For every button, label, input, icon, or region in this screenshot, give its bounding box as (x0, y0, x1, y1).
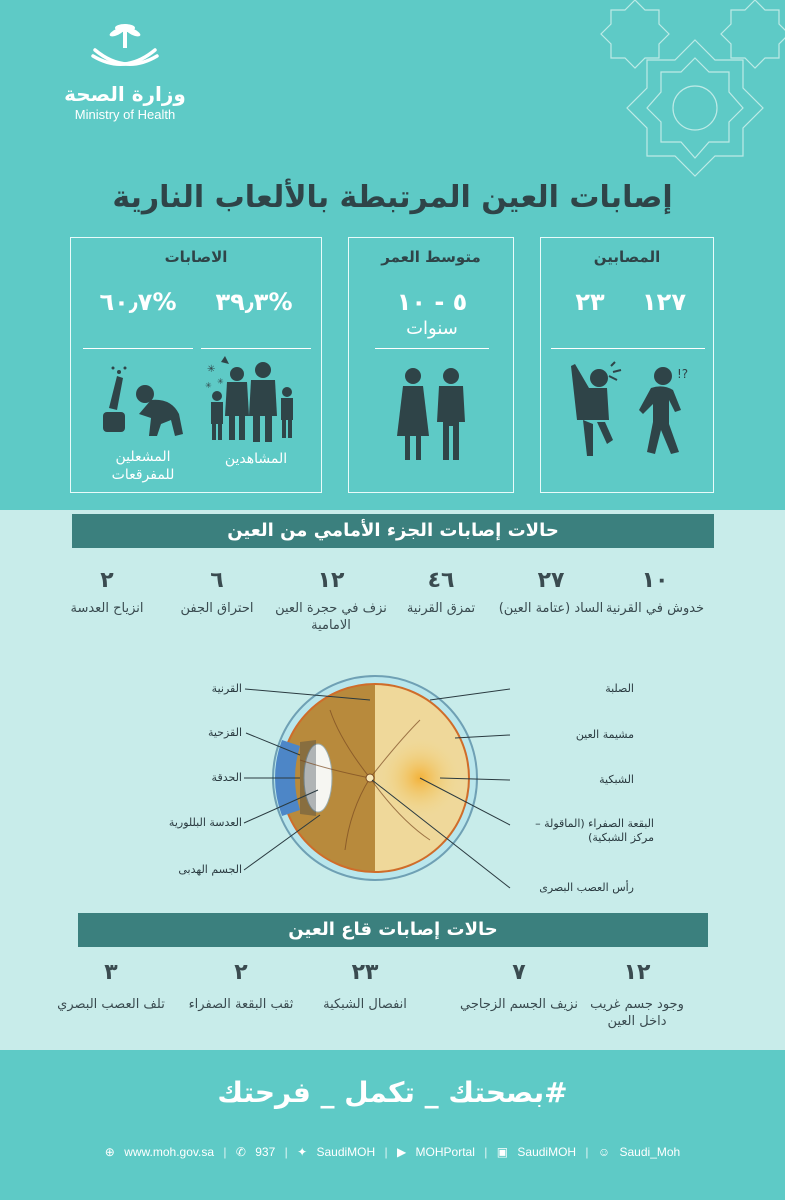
footer-divider: | (284, 1145, 288, 1159)
fundus-label-2: نزيف الجسم الزجاجي (460, 997, 578, 1012)
anterior-label-1: خدوش في القرنية (605, 601, 705, 616)
logo-english-text: Ministry of Health (74, 107, 176, 122)
spectators-divider (201, 348, 311, 349)
logo-arabic-text: وزارة الصحة (64, 82, 186, 106)
anterior-label-2: الساد (عتامة العين) (498, 601, 604, 616)
age-title: متوسط العمر (381, 248, 481, 266)
campaign-hashtag[interactable]: #بصحتك _ تكمل _ فرحتك (217, 1076, 568, 1109)
fundus-banner: حالات إصابات قاع العين (78, 913, 708, 947)
female-injured-figure-icon (563, 360, 627, 460)
age-divider (375, 348, 489, 349)
bottom-section (0, 1050, 785, 1200)
anterior-label-4: نزف في حجرة العين الامامية (275, 601, 387, 633)
svg-text:!?: !? (677, 367, 689, 381)
phone-number[interactable]: 937 (255, 1145, 276, 1159)
spectators-percentage: %٣٩٫٣ (215, 288, 293, 316)
injuries-box (70, 237, 322, 493)
age-range: ٥ - ١٠ (396, 288, 468, 316)
eye-label-macula: البقعة الصفراء (الماقولة – مركز الشبكية) (535, 817, 654, 844)
footer-divider: | (484, 1145, 488, 1159)
eye-label-iris: القزحية (207, 726, 242, 739)
eye-anatomy-diagram (0, 660, 785, 900)
fundus-label-3: انفصال الشبكية (323, 997, 407, 1012)
snapchat-handle[interactable]: Saudi_Moh (619, 1145, 681, 1159)
facebook-icon: ▣ (496, 1145, 509, 1159)
fundus-label-4: ثقب البقعة الصفراء (188, 997, 294, 1012)
anterior-value-3: ٤٦ (427, 568, 455, 593)
fundus-value-5: ٣ (104, 960, 118, 985)
twitter-handle[interactable]: SaudiMOH (316, 1145, 376, 1159)
injuries-title: الاصابات (164, 248, 228, 266)
decorative-pattern-icon (575, 0, 785, 200)
footer-divider: | (223, 1145, 227, 1159)
injured-male-count: ١٢٧ (642, 288, 686, 316)
igniters-divider (83, 348, 193, 349)
eye-label-retina: الشبكية (599, 773, 634, 786)
spectators-family-icon (203, 354, 303, 444)
svg-text:✳: ✳ (207, 364, 216, 375)
anterior-label-5: احتراق الجفن (180, 601, 254, 616)
footer-divider: | (585, 1145, 589, 1159)
eye-label-choroid: مشيمة العين (575, 728, 634, 741)
middle-section (0, 510, 785, 1050)
anterior-value-5: ٦ (210, 568, 224, 593)
injured-box (540, 237, 714, 493)
anterior-label-3: تمزق القرنية (406, 601, 476, 616)
fundus-label-1: وجود جسم غريب داخل العين (590, 997, 684, 1029)
snapchat-icon: ☺ (597, 1145, 611, 1159)
spectators-label: المشاهدين (224, 451, 288, 467)
palm-swords-emblem-icon (85, 20, 165, 80)
family-couple-figure-icon (389, 366, 479, 462)
anterior-banner: حالات إصابات الجزء الأمامي من العين (72, 514, 714, 548)
contact-footer (0, 1145, 785, 1159)
svg-text:✳: ✳ (217, 377, 224, 386)
eye-label-ciliary: الجسم الهدبى (178, 863, 242, 876)
ministry-logo (60, 20, 190, 122)
top-section (0, 0, 785, 510)
anterior-value-4: ١٢ (317, 568, 345, 593)
footer-divider: | (384, 1145, 388, 1159)
website-link[interactable]: www.moh.gov.sa (124, 1145, 214, 1159)
age-unit: سنوات (406, 318, 458, 339)
page-title: إصابات العين المرتبطة بالألعاب النارية (112, 180, 673, 215)
igniters-label: المشعلين للمفرقعات (111, 449, 175, 483)
eye-label-sclera: الصلبة (605, 682, 634, 695)
globe-icon: ⊕ (104, 1145, 115, 1159)
anterior-value-6: ٢ (100, 568, 114, 593)
injured-title: المصابين (593, 248, 661, 266)
injured-divider (551, 348, 705, 349)
injured-female-count: ٢٣ (575, 288, 605, 316)
twitter-icon: ✦ (297, 1145, 308, 1159)
anterior-value-1: ١٠ (641, 568, 669, 593)
fundus-value-1: ١٢ (623, 960, 651, 985)
youtube-icon: ▶ (396, 1145, 407, 1159)
eye-label-cornea: القرنية (211, 682, 242, 695)
svg-text:✳: ✳ (205, 381, 212, 390)
fundus-value-4: ٢ (234, 960, 248, 985)
age-box (348, 237, 514, 493)
male-injured-figure-icon (633, 364, 697, 460)
eye-label-pupil: الحدقة (211, 771, 242, 784)
youtube-handle[interactable]: MOHPortal (415, 1145, 475, 1159)
eye-label-lens: العدسة البللورية (168, 816, 242, 829)
anterior-value-2: ٢٧ (537, 568, 565, 593)
fundus-label-5: تلف العصب البصري (57, 997, 165, 1012)
igniter-crouching-figure-icon (91, 364, 191, 444)
fundus-value-3: ٢٣ (351, 960, 379, 985)
fundus-value-2: ٧ (512, 960, 526, 985)
igniters-percentage: %٦٠٫٧ (99, 288, 177, 316)
anterior-label-6: انزياح العدسة (70, 601, 144, 616)
eye-label-optic-disc: رأس العصب البصرى (539, 881, 634, 894)
facebook-handle[interactable]: SaudiMOH (517, 1145, 577, 1159)
phone-icon: ✆ (235, 1145, 246, 1159)
